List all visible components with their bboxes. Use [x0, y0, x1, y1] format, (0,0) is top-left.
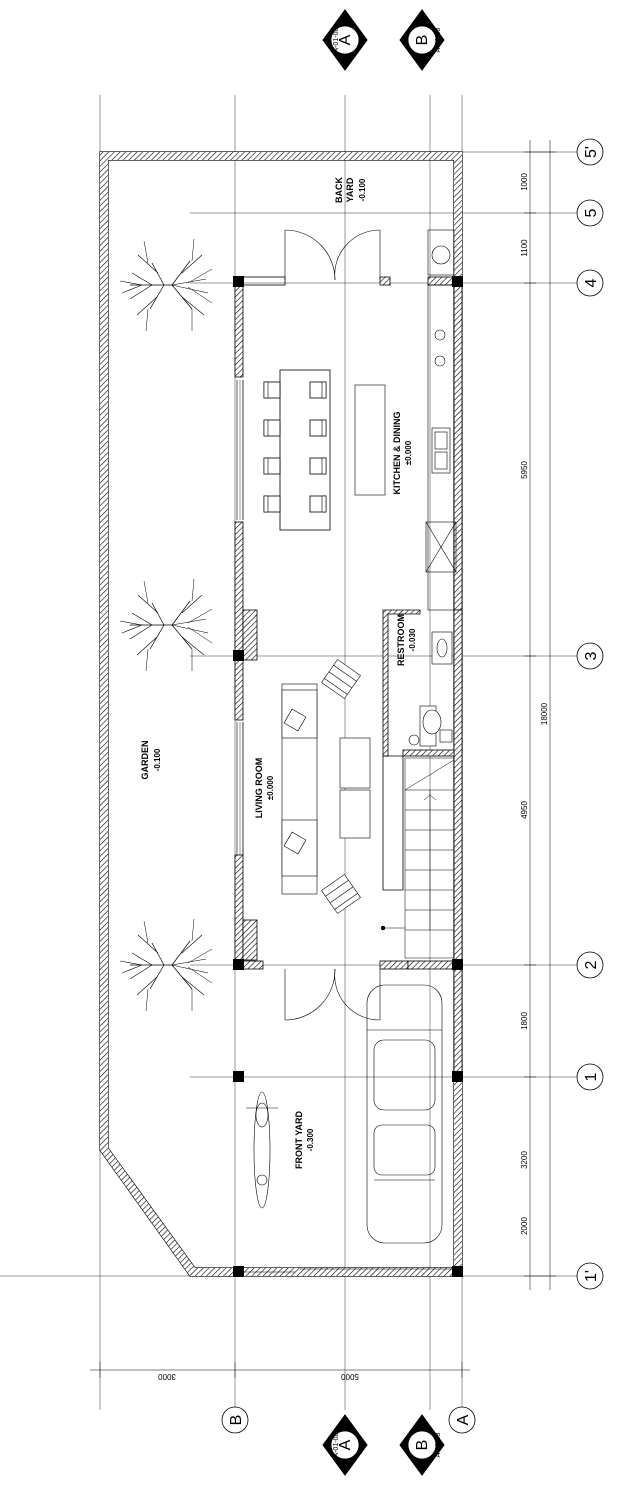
dim-5950: 5950 [520, 461, 529, 479]
dim-3000: 3000 [158, 1372, 176, 1381]
backyard-label-1: BACK [334, 177, 344, 203]
section-top-b-letter: B [414, 34, 431, 46]
dining-table [264, 370, 330, 530]
dim-4950: 4950 [520, 801, 529, 819]
section-bottom-b-ref: A-01-08 [435, 1432, 442, 1458]
dim-3200: 3200 [520, 1151, 529, 1169]
grid-4: 4 [583, 278, 600, 288]
grid-bubbles [222, 139, 603, 1433]
section-bottom-a-letter: A [337, 1439, 354, 1451]
section-bottom-b-letter: B [414, 1439, 431, 1451]
frontyard-level: -0.300 [306, 1128, 315, 1152]
backyard-label-2: YARD [345, 177, 355, 203]
kitchen-label: KITCHEN & DINING [392, 411, 402, 495]
staircase [381, 758, 454, 958]
living-room-label: LIVING ROOM [254, 757, 264, 819]
dim-1000: 1000 [520, 173, 529, 191]
garden-label: GARDEN [140, 740, 150, 780]
grid-2: 2 [583, 960, 600, 970]
restroom-level: -0.030 [408, 628, 417, 652]
trees [120, 239, 212, 1011]
backyard-level: -0.100 [358, 178, 367, 202]
restroom-label: RESTROOM [396, 613, 406, 667]
dim-18000: 18000 [540, 702, 549, 726]
dim-2000: 2000 [520, 1217, 529, 1235]
section-top-a-ref: A-01-08 [333, 27, 340, 53]
grid-5p: 5' [583, 146, 600, 158]
section-bottom-a-ref: A-01-08 [333, 1432, 340, 1458]
boundary-wall [100, 152, 462, 1276]
grid-1: 1 [583, 1072, 600, 1082]
dim-1100: 1100 [520, 239, 529, 257]
car [367, 985, 442, 1243]
living-room-level: ±0.000 [266, 775, 275, 801]
grid-1p: 1' [583, 1270, 600, 1282]
dim-5000: 5000 [341, 1372, 359, 1381]
section-top-b-ref: A-01-08 [435, 27, 442, 53]
grid-B: B [228, 1414, 245, 1426]
section-top-a-letter: A [337, 34, 354, 46]
grid-A: A [455, 1414, 472, 1426]
motorbike [246, 1092, 278, 1208]
garden-level: -0.100 [153, 748, 162, 772]
grid-5: 5 [583, 208, 600, 218]
living-furniture [282, 660, 370, 914]
frontyard-label: FRONT YARD [294, 1110, 304, 1170]
dim-1800: 1800 [520, 1012, 529, 1030]
grid-3: 3 [583, 651, 600, 661]
back-doors [285, 230, 454, 280]
kitchen-level: ±0.000 [404, 440, 413, 466]
front-doors [285, 969, 380, 1020]
